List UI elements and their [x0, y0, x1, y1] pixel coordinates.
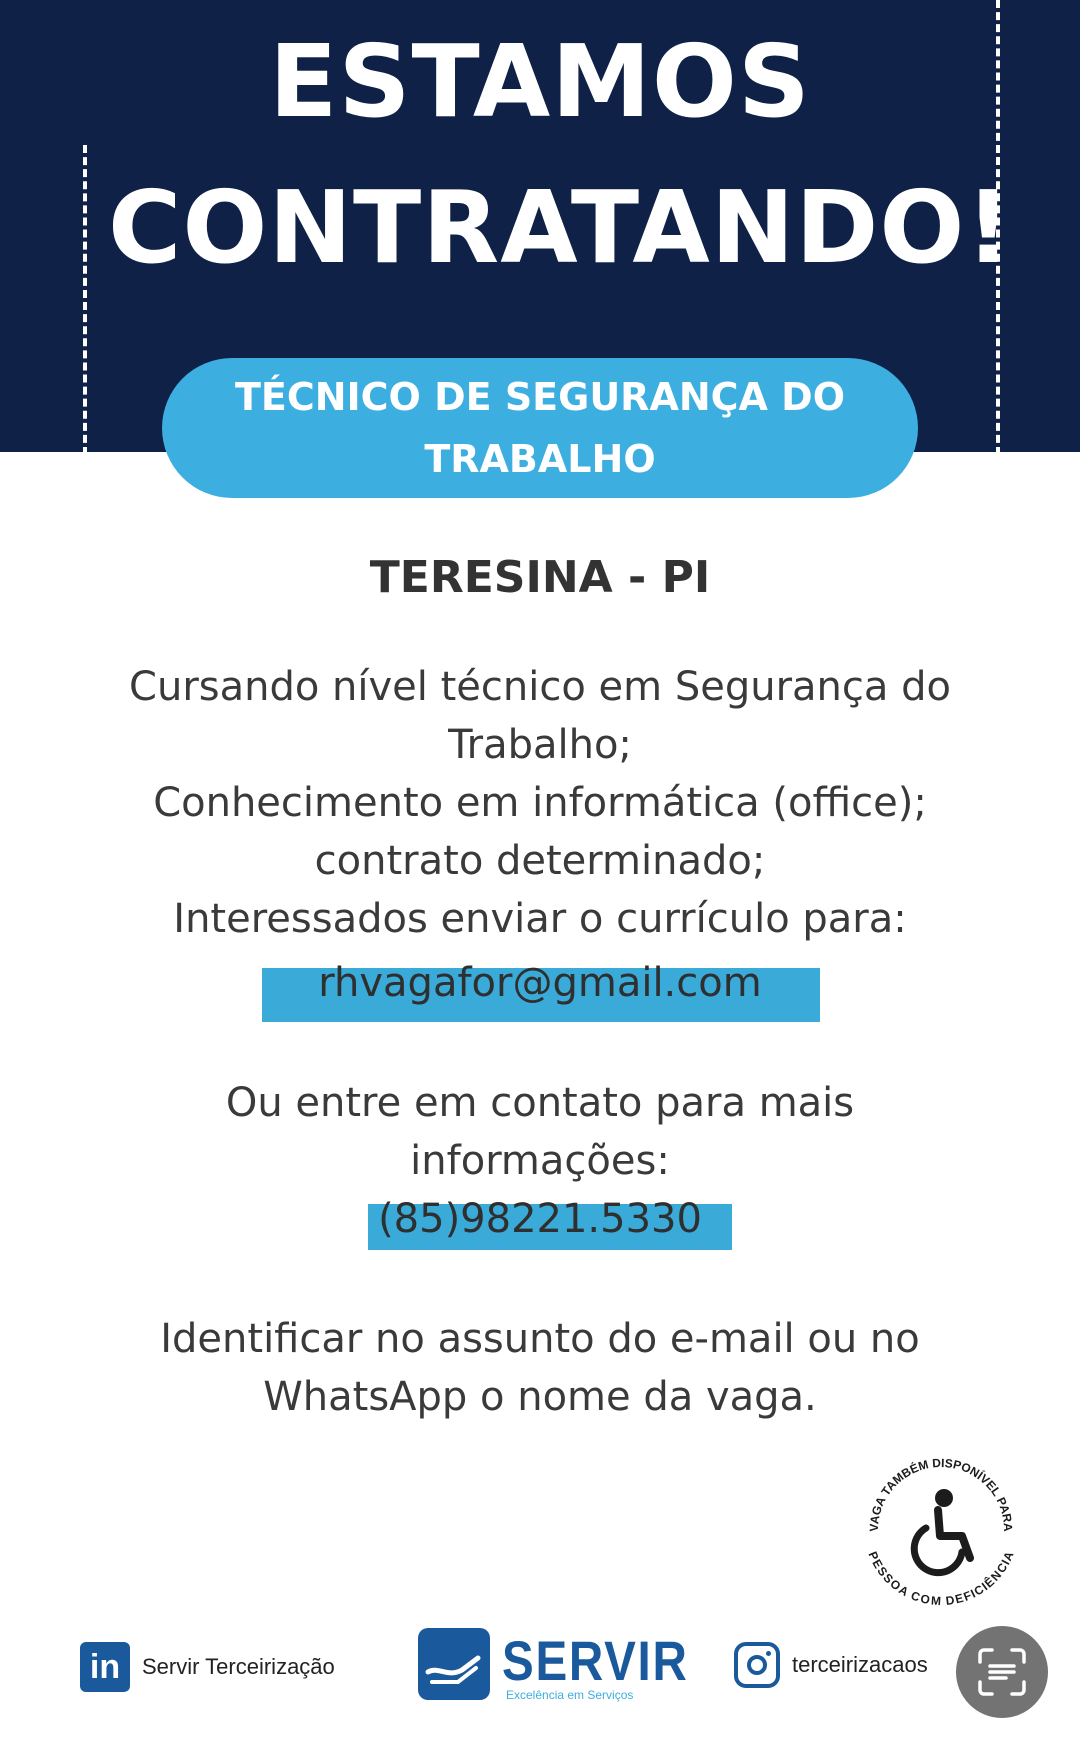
instagram-icon: [734, 1642, 780, 1688]
instagram-link[interactable]: [734, 1642, 928, 1688]
scan-button[interactable]: [956, 1626, 1048, 1718]
accessibility-badge: [856, 1440, 1026, 1610]
headline-line1: ESTAMOS: [269, 23, 811, 140]
requirement-line: Trabalho;: [448, 722, 632, 768]
phone-number[interactable]: (85)98221.5330: [378, 1196, 702, 1242]
email-link[interactable]: rhvagafor@gmail.com: [318, 960, 762, 1006]
requirement-line: Conhecimento em informática (office);: [153, 780, 927, 826]
brand-name: SERVIR: [502, 1629, 689, 1692]
linkedin-icon: in: [80, 1642, 130, 1692]
scan-icon: [976, 1646, 1028, 1698]
note-line: WhatsApp o nome da vaga.: [263, 1374, 817, 1420]
requirement-line: Cursando nível técnico em Segurança do: [129, 664, 951, 710]
contact-intro-line: Ou entre em contato para mais: [225, 1080, 855, 1126]
badge-bottom-text: PESSOA COM DEFICIÊNCIA: [865, 1549, 1017, 1609]
svg-text:PESSOA COM DEFICIÊNCIA: [866, 1549, 1017, 1608]
brand-tagline: Excelência em Serviços: [506, 1688, 634, 1702]
position-pill: [162, 358, 918, 498]
requirement-line: Interessados enviar o currículo para:: [173, 896, 907, 942]
badge-top-text: VAGA TAMBÉM DISPONÍVEL PARA: [866, 1455, 1016, 1532]
location-text: TERESINA - PI: [369, 552, 711, 603]
note-line: Identificar no assunto do e-mail ou no: [160, 1316, 920, 1362]
linkedin-link[interactable]: [80, 1642, 335, 1692]
requirement-line: contrato determinado;: [314, 838, 766, 884]
servir-logo-icon: [418, 1628, 490, 1700]
linkedin-label: Servir Terceirização: [142, 1654, 335, 1679]
headline-line2: CONTRATANDO!: [107, 169, 1013, 286]
position-title: TÉCNICO DE SEGURANÇA DO TRABALHO: [234, 375, 846, 481]
contact-intro-line: informações:: [410, 1138, 670, 1184]
instagram-label: terceirizacaos: [792, 1652, 928, 1677]
wheelchair-icon: [914, 1489, 970, 1573]
